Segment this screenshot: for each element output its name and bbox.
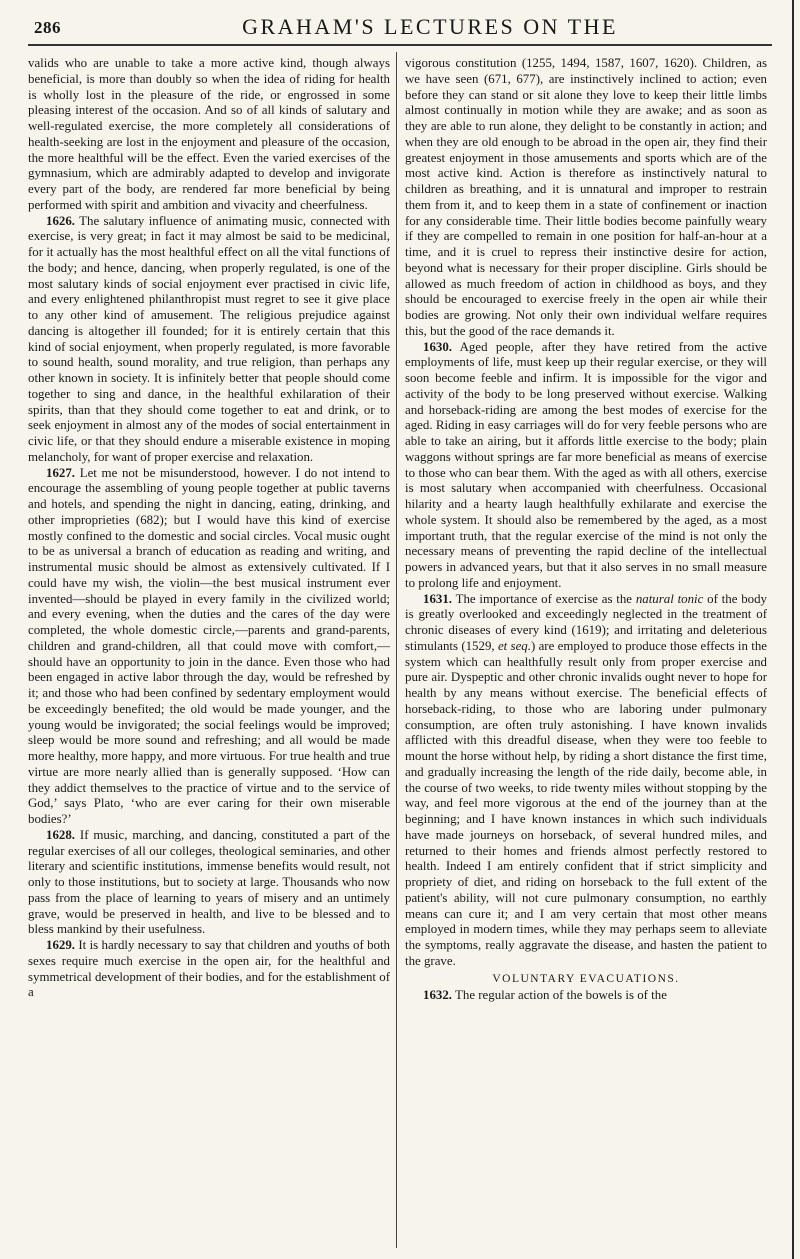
paragraph-text: The regular action of the bowels is of the — [452, 988, 667, 1003]
paragraph-number: 1626. — [46, 213, 76, 228]
paragraph-number: 1627. — [46, 465, 76, 480]
paragraph-continued: valids who are unable to take a more active kind, though always beneficial, is more than doubly so when the idea of riding for health is wholly lost in the pleasure of the ride, or engrossed in some pleasing interest of the occasion. And so of all kinds of salutary and well-regulated exercise, the more completely all considerations of health-seeking are lost in the enjoyment and pleasure of the occasion, the more healthful will be the effect. Even the varied exercises of the gymnasium, which are admirably adapted to develop and invigorate every part of the body, are rendered far more beneficial by being performed with spirit and ambition and vivacity and cheerfulness. — [28, 56, 390, 212]
paragraph-continued: vigorous constitution (1255, 1494, 1587, 1607, 1620). Children, as we have seen (671, 677), are instinctively inclined to action; even before they can stand or sit alone they love to keep their little limbs almost continually in motion while they are awake; and as soon as they are able to run alone, they delight to be constantly in action; and when they are old enough to be abroad in the open air, they find their greatest enjoyment in those amusements and sports which are of the most active kind. Action is therefore as instinctively natural to children as breathing, and it is unnatural and improper to restrain them from it, and to keep them in a state of confinement or inaction for any considerable time. Their little bodies become painfully weary if they are compelled to remain in one position for half-an-hour at a time, and it is cruel to repress their instinctive desire for action, beyond what is necessary for their proper discipline. Girls should be allowed as much freedom of action in childhood as boys, and they should be encouraged to exercise freely in the open air while their bodies are growing. Not only their own individual welfare requires this, but the good of the race demands it. — [405, 56, 767, 338]
paragraph-1632 — [405, 988, 767, 1004]
paragraph-number: 1632. — [423, 988, 453, 1003]
column-divider — [396, 52, 397, 1248]
paragraph-number: 1628. — [46, 827, 76, 842]
paragraph-number: 1631. — [423, 591, 453, 606]
paragraph-text: If music, marching, and dancing, constituted a part of the regular exercises of all our colleges, theological seminaries, and other literary and scientific institutions, immense benefits would result, not only to those institutions, but to society at large. Thousands who now pass from the place of learning to years of misery and an untimely grave, would be preserved in health, and live to be blessed and to bless mankind by their usefulness. — [28, 827, 390, 937]
paragraph-number: 1630. — [423, 339, 453, 354]
paragraph-text: of the body is greatly overlooked and exceedingly neglected in the treatment of chronic diseases of every kind (1619); and irritating and deleterious stimulants (1529, — [405, 591, 767, 653]
section-subheading: VOLUNTARY EVACUATIONS. — [492, 972, 680, 985]
paragraph-text: ) are employed to produce those effects in the system which can healthfully result only from proper exercise and pure air. Dyspeptic and other chronic invalids ought never to hope for health by any means without exercise. The beneficial effects of horseback-riding, to those who are laboring under pulmonary consumption, are often truly astonishing. I have known invalids afflicted with this dreadful disease, when they were too feeble to mount the horse without help, by riding a short distance the first time, and gradually increasing the length of the ride daily, become able, in the course of two weeks, to ride twenty miles without stopping by the way, and feel more vigorous at the end of the journey than at the beginning; and I have known instances in which such individuals have made journeys on horseback, of several hundred miles, and returned to their homes and friends almost perfectly restored to health. Indeed I am entirely confident that if strict simplicity and propriety of diet, and riding on horseback to the full extent of the patient's ability, will not cure pulmonary consumption, no earthly means can cure it; and I am very certain that most other means employed in modern times, while they may perhaps seem to alleviate the symptoms, really aggravate the disease, and hasten the patient to the grave. — [405, 638, 767, 968]
italic-phrase: natural tonic — [635, 591, 704, 606]
paragraph-text: Let me not be misunderstood, however. I do not intend to encourage the assembling of young people together at public taverns and hotels, and spending the night in dancing, eating, drinking, and other improprieties (682); but I would have this kind of exercise mostly confined to the domestic and social circles. Vocal music ought to be as universal a branch of education as reading and writing, and instrumental music should be almost as extensively cultivated. If I could have my wish, the violin—the best musical instrument ever invented—should be played in every family in the civilized world; and every evening, when the duties and the cares of the day were completed, the whole domestic circle,—parents and grand-parents, children and grand-children, all that could move with comfort,—should have an opportunity to join in the dance. Even those who had been engaged in active labor through the day, would be refreshed by it; and those who had been confined by sedentary employment would be exceedingly benefited; the old would be made younger, and the young would be invigorated; the social feelings would be improved; sleep would be more sound and refreshing; and all would be made more healthy, more happy, and more virtuous. For true health and true virtue are more nearly allied than is generally supposed. ‘How can they addict themselves to the practice of virtue and to the service of God,’ says Plato, ‘who are ever caring for their own miserable bodies?’ — [28, 465, 390, 826]
italic-phrase: et seq. — [497, 638, 531, 653]
page-edge-frame — [792, 0, 794, 1259]
right-column — [405, 56, 767, 1246]
left-column — [28, 56, 390, 1246]
paragraph-text: Aged people, after they have retired from the active employments of life, must keep up their regular exercise, or they will soon become feeble and infirm. It is impossible for the vigor and activity of the body to be long preserved without exercise. Walking and horseback-riding are among the best modes of exercise for the aged. Riding in easy carriages will do for very feeble persons who are able to take an airing, but it affords little exercise to the body; plain waggons without springs are far more beneficial as means of exercise to those who can bear them. With the aged as with all others, exercise is most salutary when accompanied with cheerfulness. Occasional hilarity and a hearty laugh healthfully exhilarate and exercise the whole system. It should also be remembered by the aged, as a most important truth, that the regular exercise of the mind is not only the necessary means of preventing the rapid decline of the intellectual powers in advanced years, but that it also serves in no small measure to prolong life and enjoyment. — [405, 339, 767, 590]
paragraph-1627 — [28, 466, 390, 828]
paragraph-1626 — [28, 214, 390, 466]
paragraph-1629 — [28, 938, 390, 1001]
paragraph-1631 — [405, 592, 767, 970]
running-head: GRAHAM'S LECTURES ON THE — [242, 14, 618, 39]
paragraph-number: 1629. — [46, 938, 76, 952]
header-rule — [28, 44, 772, 46]
paragraph-text: The importance of exercise as the — [452, 591, 636, 606]
paragraph-1630 — [405, 340, 767, 592]
paragraph-1628 — [28, 828, 390, 938]
paragraph-text: It is hardly necessary to say that children and youths of both sexes require much exercise in the open air, for the healthful and symmetrical development of their bodies, and for the establishment of a — [28, 938, 390, 1000]
page-number: 286 — [34, 18, 61, 37]
paragraph-text: The salutary influence of animating music, connected with exercise, is very great; in fact it may almost be said to be medicinal, for it actually has the most healthful effect on all the vital functions of the body; and hence, dancing, when properly regulated, is one of the most salutary kinds of social enjoyment ever practised in civic life, and every enlightened philanthropist must regret to see it give place to any other kind of amusement. The religious prejudice against dancing is altogether ill founded; for it is entirely certain that this kind of social enjoyment, when properly regulated, is more favorable to sound health, sound morality, and true religion, than perhaps any other known in society. It is infinitely better that people should come together to sing and dance, in the healthful exhilaration of their spirits, than that they should come together to eat and drink, or to seek enjoyment in almost any of the modes of social entertainment in civic life, or that they should endure a miserable existence in moping melancholy, for want of proper exercise and relaxation. — [28, 213, 390, 464]
